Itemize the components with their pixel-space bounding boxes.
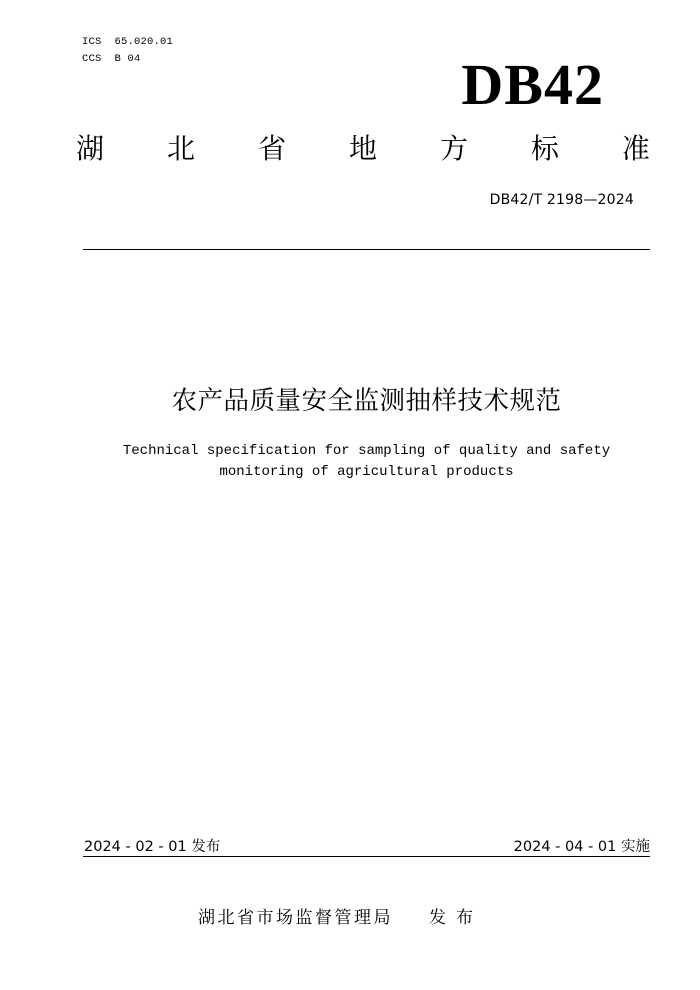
ccs-code: CCS B 04 [82,53,141,65]
bottom-divider [83,856,650,857]
issue-date: 2024 - 02 - 01 发布 [84,839,221,855]
standard-type-char: 湖 [76,132,105,165]
standard-type-char: 北 [166,132,195,165]
standard-type-char: 地 [348,132,377,165]
top-divider [83,249,650,250]
standard-type-char: 方 [439,132,468,165]
publish-label: 发布 [429,908,483,928]
standard-number: DB42/T 2198—2024 [489,192,634,208]
document-title-en-line-1: Technical specification for sampling of quality and safety [122,443,611,459]
ics-code: ICS 65.020.01 [82,36,174,48]
document-title-zh: 农产品质量安全监测抽样技术规范 [171,386,562,416]
implementation-date: 2024 - 04 - 01 实施 [513,839,650,855]
standard-type-heading [76,134,650,165]
publisher-name: 湖北省市场监督管理局 [198,908,393,928]
standard-type-char: 省 [257,132,286,165]
standard-type-char: 准 [621,132,650,165]
standard-logo: DB42 [461,52,604,117]
document-title-en-line-2: monitoring of agricultural products [219,464,514,480]
publisher-line [198,903,483,928]
standard-type-char: 标 [530,132,559,165]
